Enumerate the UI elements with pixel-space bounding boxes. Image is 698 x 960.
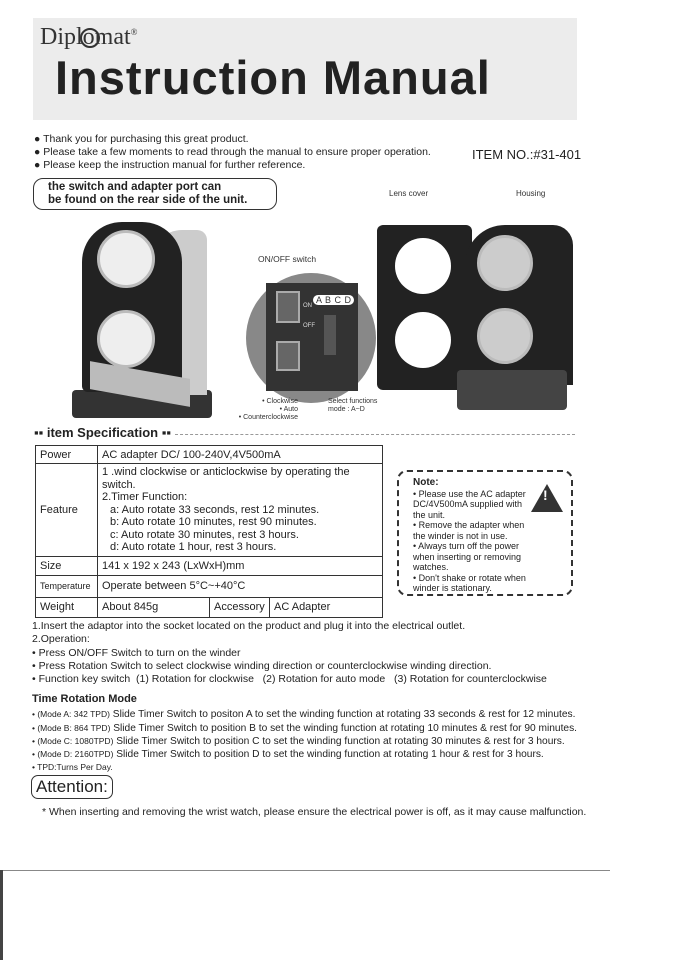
item-number: ITEM NO.:#31-401	[472, 147, 582, 162]
spec-table	[35, 445, 383, 618]
rotation-switch	[276, 341, 300, 371]
housing-label: Housing	[516, 189, 546, 198]
attention-heading: Attention:	[31, 775, 113, 799]
off-label: OFF	[303, 323, 315, 329]
spec-heading: ▪▪ item Specification ▪▪	[34, 425, 171, 440]
scan-edge	[0, 870, 3, 960]
intro-list	[34, 133, 431, 172]
attention-text: * When inserting and removing the wrist watch, please ensure the electrical power is off, as it may cause malfunction.	[42, 806, 587, 818]
table-row: Feature 1 .wind clockwise or anticlockwise by operating the switch. 2.Timer Function: a: Auto rotate 33 seconds, rest 12 minutes. b: Auto rotate 10 minutes, rest 90 minutes. c: Auto rotate 30 minutes, rest 3 hours. d: Auto rotate 1 hour, rest 3 hours.	[36, 464, 383, 557]
intro-item: ● Please keep the instruction manual for further reference.	[34, 159, 306, 171]
on-label: ON	[303, 303, 312, 309]
brand-name: Diplomat	[40, 24, 131, 50]
table-row: Power AC adapter DC/ 100-240V,4V500mA	[36, 446, 383, 464]
table-row: Weight About 845g Accessory AC Adapter	[36, 597, 383, 617]
page-edge	[0, 870, 610, 871]
time-rotation-mode: Time Rotation Mode • (Mode A: 342 TPD) Slide Timer Switch to positon A to set the winding function at rotating 33 seconds & rest for 12 minutes. • (Mode B: 864 TPD) Slide Timer Switch to position B to set the winding function at rotating 10 minutes & rest for 90 minutes. • (Mode C: 1080TPD) Slide Timer Switch to position C to set the winding function at rotating 30 minutes & rest for 3 hours. • (Mode D: 2160TPD) Slide Timer Switch to position D to set the winding function at rotating 1 hour & rest for 3 hours. • TPD:Turns Per Day.	[32, 693, 578, 773]
winder-front-image	[72, 220, 212, 420]
page-title: Instruction Manual	[55, 51, 491, 104]
intro-item: ● Please take a few moments to read through the manual to ensure proper operation.	[34, 146, 431, 158]
power-switch	[276, 291, 300, 323]
brand-logo	[40, 24, 138, 51]
winder-open-image	[377, 220, 577, 420]
list-item: • (Mode D: 2160TPD) Slide Timer Switch to position D to set the winding function at rotating 1 hour & rest for 3 hours.	[32, 749, 544, 761]
table-row: Temperature Operate between 5°C~+40°C	[36, 575, 383, 597]
registered-mark: ®	[130, 27, 138, 37]
timer-slider	[324, 315, 336, 355]
intro-item: ● Thank you for purchasing this great product.	[34, 133, 249, 145]
warning-icon	[531, 484, 563, 512]
list-item: • (Mode C: 1080TPD) Slide Timer Switch to position C to set the winding function at rotating 30 minutes & rest for 3 hours.	[32, 735, 565, 747]
mode-letters: A B C D	[312, 294, 355, 306]
operation-instructions: 1.Insert the adaptor into the socket located on the product and plug it into the electrical outlet. 2.Operation: • Press ON/OFF Switch to turn on the winder • Press Rotation Switch to select clockwise winding direction or counterclockwise winding direction. • Function key switch (1) Rotation for clockwise (2) Rotation for auto mode (3) Rotation for counterclockwise	[32, 620, 547, 686]
divider	[175, 434, 575, 435]
select-legend: Select functions mode : A~D	[328, 398, 378, 413]
list-item: • (Mode A: 342 TPD) Slide Timer Switch to positon A to set the winding function at rotating 33 seconds & rest for 12 minutes.	[32, 709, 576, 721]
rear-port-callout: the switch and adapter port can be found on the rear side of the unit.	[33, 178, 277, 210]
onoff-label: ON/OFF switch	[258, 254, 317, 264]
switch-panel-zoom	[246, 273, 376, 403]
note-box: ! Note: • Please use the AC adapter DC/4V500mA supplied with the unit. • Remove the adapter when the winder is not in use. • Always turn off the power when inserting or removing watches. • Don't shake or rotate when winder is stationary.	[397, 470, 573, 596]
list-item: • (Mode B: 864 TPD) Slide Timer Switch to position B to set the winding function at rotating 10 minutes & rest for 90 minutes.	[32, 722, 578, 734]
rotation-legend: • Clockwise • Auto • Counterclockwise	[238, 398, 298, 421]
table-row: Size 141 x 192 x 243 (LxWxH)mm	[36, 556, 383, 575]
clock-icon	[80, 28, 100, 48]
lens-cover-label: Lens cover	[389, 189, 429, 198]
